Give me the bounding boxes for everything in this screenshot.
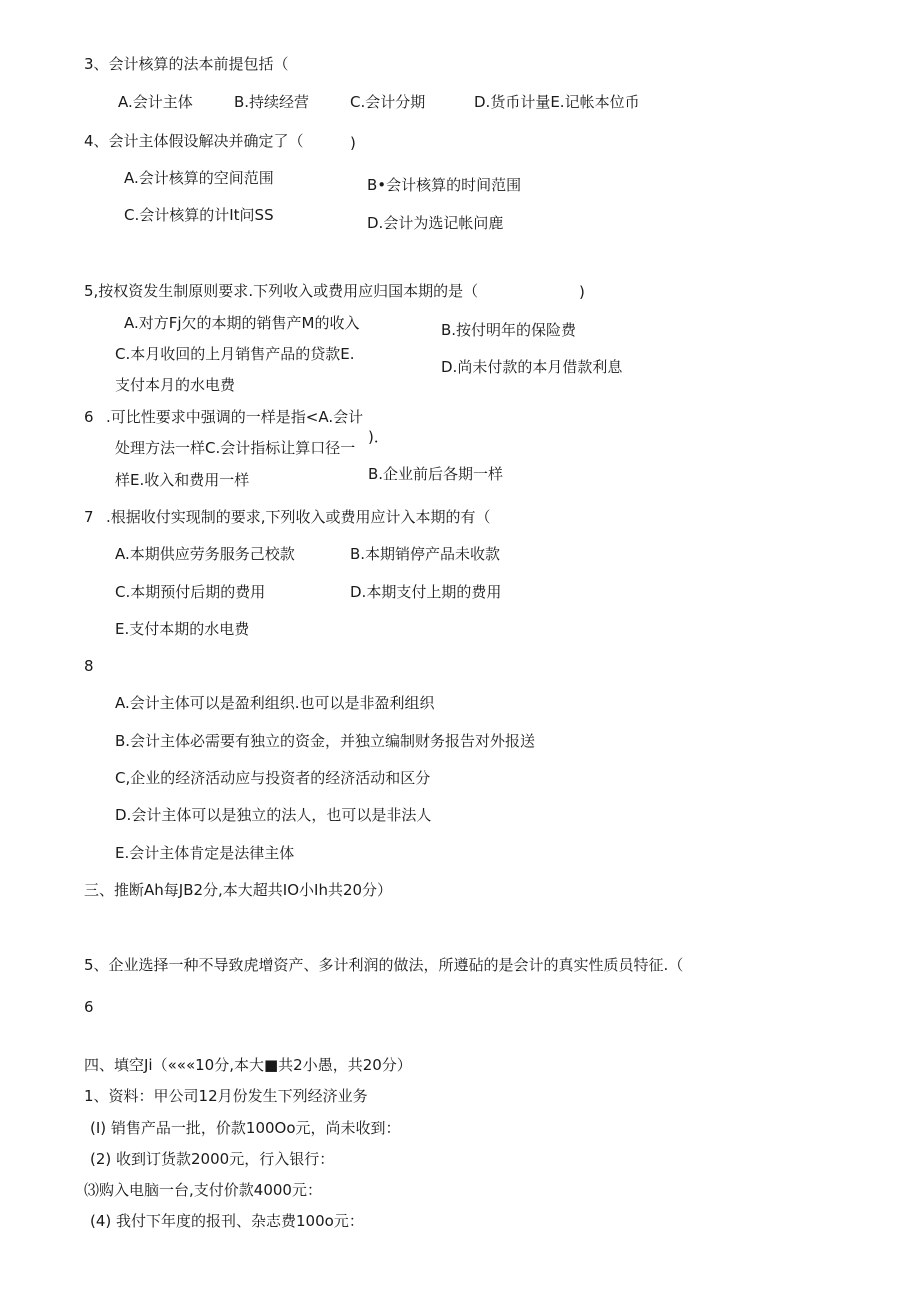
q8-option-c: C,企业的经济活动应与投资者的经济活动和区分	[115, 769, 431, 787]
q6-line-2: 处理方法一样C.会计指标让算口径一	[115, 439, 356, 457]
q8-option-a: A.会计主体可以是盈利组织.也可以是非盈利组织	[115, 694, 435, 712]
q3-stem: 3、会计核算的法本前提包括（	[84, 55, 289, 73]
q7-option-a: A.本期供应劳务服务己校款	[115, 545, 295, 563]
q7-option-d: D.本期支付上期的费用	[350, 583, 502, 601]
q6-option-b: B.企业前后各期一样	[368, 465, 504, 483]
q3-option-b: B.持续经营	[234, 93, 310, 111]
fill-1-item-1: (I) 销售产品一批，价款100Oo元，尚未收到：	[90, 1119, 401, 1137]
q5-option-b: B.按付明年的保险费	[441, 321, 577, 339]
q6-close-paren: )．	[368, 428, 389, 446]
q4-stem: 4、会计主体假设解决并确定了（	[84, 132, 304, 150]
fill-1-item-3: ⑶购入电脑一台,支付价款4000元：	[84, 1181, 322, 1199]
q6-number: 6	[84, 408, 94, 426]
q6-line-3: 样E.收入和费用一样	[115, 471, 250, 489]
q4-option-b: B•会计核算的时间范围	[367, 176, 522, 194]
q8-number: 8	[84, 657, 94, 675]
q5-close-paren: )	[579, 283, 585, 301]
q7-number: 7	[84, 508, 94, 526]
q4-option-d: D.会计为选记帐问鹿	[367, 214, 504, 232]
q8-option-b: B.会计主体必需要有独立的资金，并独立编制财务报告对外报送	[115, 732, 536, 750]
q3-option-a: A.会计主体	[118, 93, 193, 111]
q7-option-c: C.本期预付后期的费用	[115, 583, 266, 601]
q4-option-a: A.会计核算的空间范围	[124, 169, 274, 187]
q6-line-1: .可比性要求中强调的一样是指<A.会计	[106, 408, 364, 426]
fill-1-intro: 1、资料：甲公司12月份发生下列经济业务	[84, 1087, 368, 1105]
q8-option-d: D.会计主体可以是独立的法人，也可以是非法人	[115, 806, 432, 824]
judge-item-5: 5、企业选择一种不导致虎增资产、多计利润的做法，所遵砧的是会计的真实性质员特征.（	[84, 956, 684, 974]
fill-1-item-4: (4) 我付下年度的报刊、杂志费100o元：	[90, 1212, 364, 1230]
q3-option-c: C.会计分期	[350, 93, 426, 111]
fill-1-item-2: (2) 收到订货款2000元，行入银行：	[90, 1150, 335, 1168]
q5-option-d: D.尚未付款的本月借款利息	[441, 358, 623, 376]
q5-option-a: A.对方Fj欠的本期的销售产M的收入	[124, 314, 360, 332]
q5-option-c: C.本月收回的上月销售产品的贷款E.	[115, 345, 355, 363]
q3-option-d: D.货币计量E.记帐本位币	[474, 93, 640, 111]
q4-option-c: C.会计核算的计It问SS	[124, 206, 274, 224]
q5-option-e-cont: 支付本月的水电费	[115, 376, 236, 394]
q7-option-b: B.本期销停产品未收款	[350, 545, 501, 563]
q5-stem: 5,按权资发生制原则要求.下列收入或费用应归国本期的是（	[84, 282, 479, 300]
q7-option-e: E.支付本期的水电费	[115, 620, 250, 638]
judge-item-6: 6	[84, 998, 94, 1016]
section-3-title: 三、推断Ah每JB2分,本大超共IO小Ih共20分）	[84, 881, 393, 899]
q4-close-paren: )	[350, 134, 356, 152]
section-4-title: 四、填空Ji（«««10分,本大■共2小愚，共20分）	[84, 1056, 412, 1074]
q7-stem: .根据收付实现制的要求,下列收入或费用应计入本期的有（	[106, 508, 491, 526]
q8-option-e: E.会计主体肯定是法律主体	[115, 844, 295, 862]
